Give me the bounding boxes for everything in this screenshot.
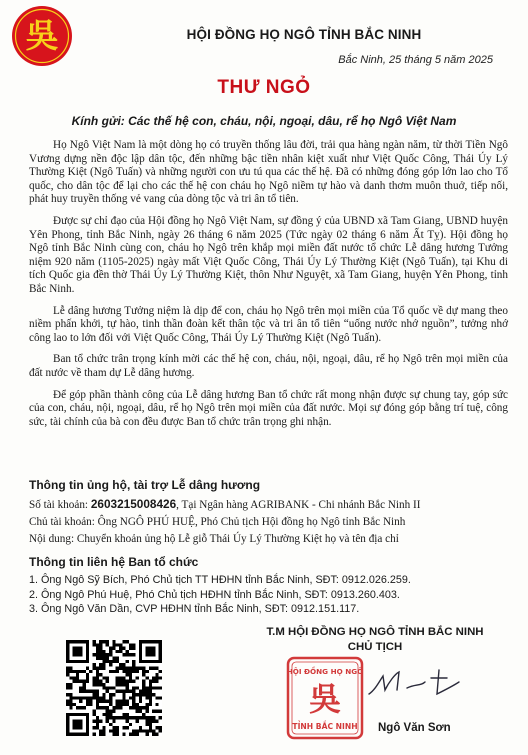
account-line	[29, 496, 509, 514]
org-name: HỘI ĐỒNG HỌ NGÔ TỈNH BẮC NINH	[186, 27, 422, 42]
stamp-top-text: HỘI ĐỒNG HỌ NGÔ	[286, 667, 364, 676]
signature-line-role: CHỦ TỊCH	[347, 641, 403, 653]
account-holder: Chủ tài khoản: Ông NGÔ PHÚ HUỆ, Phó Chủ tịch Hội đồng họ Ngô tỉnh Bắc Ninh	[29, 516, 406, 528]
signature-title	[230, 625, 520, 655]
sponsor-section	[29, 478, 509, 548]
contact-person: 2. Ông Ngô Phú Huệ, Phó Chủ tịch HĐHN tỉnh Bắc Ninh, SĐT: 0913.260.403.	[29, 588, 400, 601]
signature-line-org: T.M HỘI ĐỒNG HỌ NGÔ TỈNH BẮC NINH	[266, 626, 484, 638]
crest-glyph: 吳	[25, 16, 59, 55]
account-number: 2603215008426	[90, 497, 177, 511]
paragraph: Họ Ngô Việt Nam là một dòng họ có truyền thống lâu đời, trải qua hàng ngàn năm, từ thời Tiền Ngô Vương dựng nền độc lập dân tộc, đến những bậc tiền nhân kiệt xuất như Việt Quốc Công, Thái Úy Lý Thường Kiệt (Ngô Tuấn) và những người con ưu tú qua các thế hệ. Đã có những đóng góp lớn lao cho Tổ quốc, cho dân tộc để lại cho các thế hệ con cháu họ Ngô niềm tự hào và danh thơm muôn thuở, tiếp nối, phát huy truyền thống vẻ vang của dòng tộc và tri ân tổ tiên.	[29, 139, 508, 206]
stamp-bottom-text: TỈNH BẮC NINH	[292, 722, 358, 731]
account-label: Số tài khoản:	[29, 499, 91, 511]
paragraph: Ban tổ chức trân trọng kính mời các thế hệ con, cháu, nội, ngoại, dâu, rể họ Ngô trên mọi miền của đất nước về tham dự Lễ dâng hương.	[29, 353, 508, 379]
addressee: Kính gửi: Các thế hệ con, cháu, nội, ngoại, dâu, rể họ Ngô Việt Nam	[71, 114, 457, 128]
signer-name: Ngô Văn Sơn	[378, 722, 451, 734]
contact-heading: Thông tin liên hệ Ban tổ chức	[29, 555, 199, 569]
account-bank: , Tại Ngân hàng AGRIBANK - Chi nhánh Bắc Ninh II	[176, 499, 421, 511]
handwritten-signature	[355, 660, 505, 710]
contact-section	[29, 555, 509, 617]
letter-title: THƯ NGỎ	[217, 77, 311, 98]
date-line: Bắc Ninh, 25 tháng 5 năm 2025	[338, 54, 493, 66]
contact-person: 1. Ông Ngô Sỹ Bích, Phó Chủ tịch TT HĐHN tỉnh Bắc Ninh, SĐT: 0912.026.259.	[29, 574, 411, 586]
official-stamp	[285, 655, 365, 741]
stamp-glyph: 吳	[308, 680, 342, 718]
qr-code[interactable]	[66, 640, 162, 736]
transfer-content: Nội dung: Chuyển khoản ủng hộ Lễ giỗ Thái Úy Lý Thường Kiệt họ và tên địa chỉ	[29, 533, 399, 545]
ngo-family-crest-icon	[11, 5, 73, 67]
paragraph: Lễ dâng hương Tưởng niệm là dịp để con, cháu họ Ngô trên mọi miền của Tổ quốc về dự mang theo niềm phấn khởi, tự hào, tinh thần đoàn kết thân tộc và tri ân tổ tiên “uống nước nhớ nguồn”, tưởng nhớ công lao to lớn đối với Việt Quốc Công, Thái Úy Lý Thường Kiệt (Ngô Tuấn).	[29, 304, 508, 344]
contact-person: 3. Ông Ngô Văn Dần, CVP HĐHN tỉnh Bắc Ninh, SĐT: 0912.151.117.	[29, 603, 360, 615]
sponsor-heading: Thông tin ủng hộ, tài trợ Lễ dâng hương	[29, 478, 261, 492]
paragraph: Được sự chỉ đạo của Hội đồng họ Ngô Việt Nam, sự đồng ý của UBND xã Tam Giang, UBND huyện Yên Phong, tỉnh Bắc Ninh, ngày 26 tháng 6 năm 2025 (Tức ngày 02 tháng 6 năm Ất Tỵ). Hội đồng họ Ngô tỉnh Bắc Ninh cùng con, cháu họ Ngô trên khắp mọi miền đất nước tổ chức Lễ dâng hương Tưởng niệm 920 năm (1105-2025) ngày mất Việt Quốc Công, Thái Úy Lý Thường Kiệt (Ngô Tuấn), tại Khu di tích Quốc gia đền thờ Thái Úy Lý Thường Kiệt, thôn Như Nguyệt, xã Tam Giang, huyện Yên Phong, tỉnh Bắc Ninh.	[29, 214, 508, 295]
letter-body	[29, 139, 508, 429]
paragraph: Để góp phần thành công của Lễ dâng hương Ban tổ chức rất mong nhận được sự chung tay, góp sức của con, cháu, nội, ngoại, dâu, rể họ Ngô trên mọi miền của đất nước. Mọi sự đóng góp bằng trí tuệ, công sức, tài chính của bà con đều được Ban tổ chức trân trọng ghi nhận.	[29, 388, 508, 428]
